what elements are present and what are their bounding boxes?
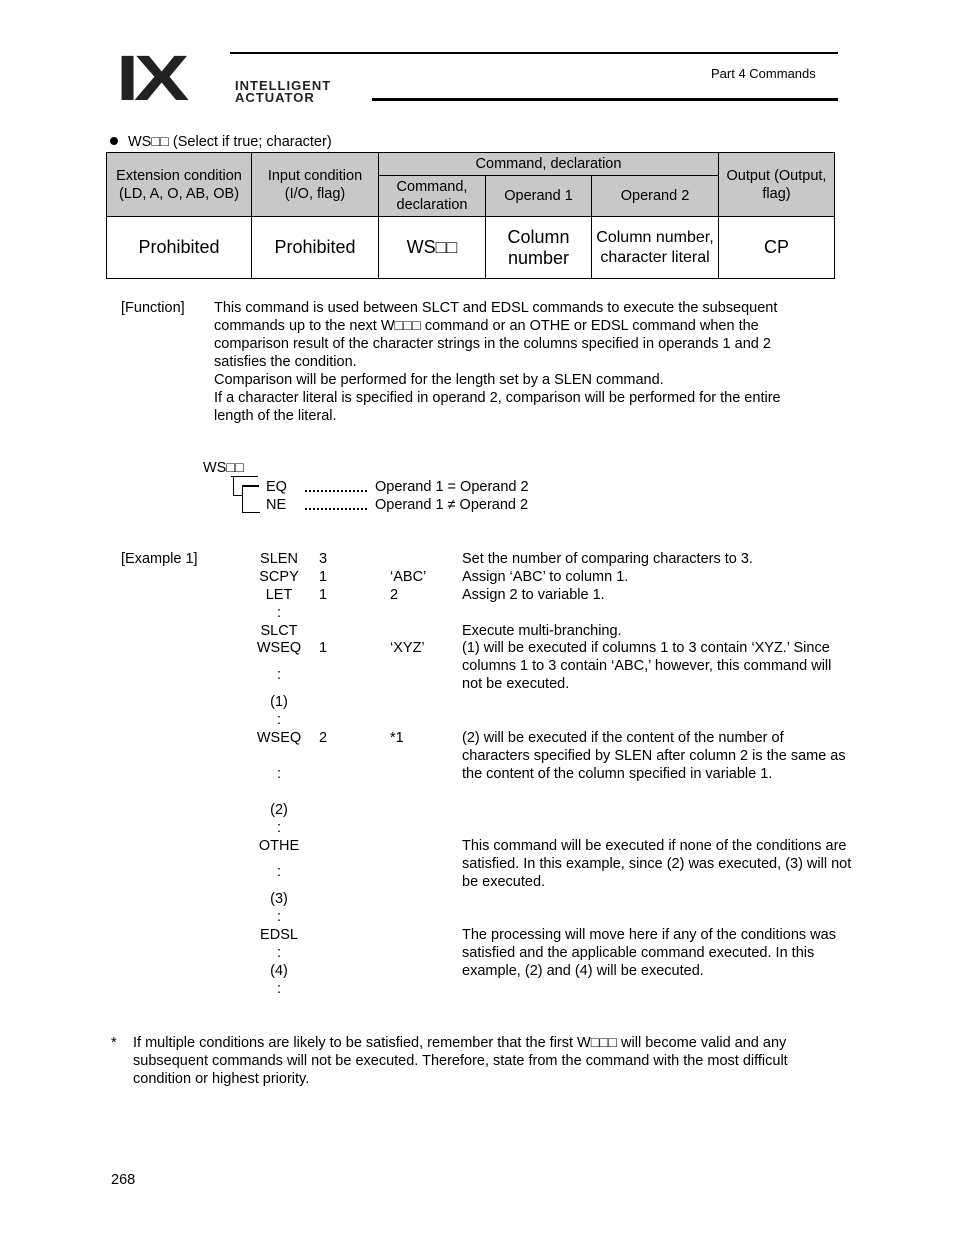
example-command: :: [276, 667, 282, 683]
example-command: (4): [270, 963, 288, 979]
header-rule-top: [230, 52, 838, 54]
diagram-root: WS□□: [203, 460, 244, 476]
example-description: Assign 2 to variable 1.: [462, 587, 605, 603]
example-operand1: 1: [319, 569, 328, 585]
function-label: [Function]: [121, 300, 185, 316]
header-operand1: Operand 1: [486, 176, 592, 217]
example-label: [Example 1]: [121, 551, 198, 567]
note-text: If multiple conditions are likely to be satisfied, remember that the first W□□□ will become valid and any subsequent commands will not be executed. Therefore, state from the command with the most difficult condition or highest priority.: [133, 1035, 788, 1087]
header-command: Command, declaration: [379, 176, 486, 217]
example-command: LET: [265, 587, 293, 603]
header-rule-bottom: [372, 98, 838, 101]
example-command: SCPY: [259, 569, 299, 585]
branch-code: NE: [266, 497, 287, 513]
example-description: (2) will be executed if the content of the number of characters specified by SLEN after column 2 is the same as the content of the column specified in variable 1.: [462, 730, 846, 782]
branch-meaning: Operand 1 ≠ Operand 2: [375, 497, 529, 513]
cell-command: WS□□: [379, 217, 486, 279]
example-command: :: [276, 981, 282, 997]
example-operand2: ‘XYZ’: [390, 640, 425, 656]
example-command: OTHE: [258, 838, 300, 854]
example-description: This command will be executed if none of the conditions are satisfied. In this example, since (2) was executed, (3) will not be executed.: [462, 838, 852, 890]
diagram-branch-line: [242, 485, 259, 487]
spec-table: [106, 152, 835, 279]
example-operand2: *1: [390, 730, 404, 746]
example-description: The processing will move here if any of the conditions was satisfied and the applicable command executed. In this example, (2) and (4) will be executed.: [462, 927, 836, 979]
example-command: (2): [270, 802, 288, 818]
header-extension: Extension condition (LD, A, O, AB, OB): [107, 153, 252, 217]
header-input: Input condition (I/O, flag): [252, 153, 379, 217]
example-command: :: [276, 820, 282, 836]
header-output: Output (Output, flag): [719, 153, 835, 217]
header-command-group: Command, declaration: [379, 153, 719, 176]
example-command: EDSL: [260, 927, 298, 943]
cell-extension: Prohibited: [107, 217, 252, 279]
branch-meaning: Operand 1 = Operand 2: [375, 479, 529, 495]
example-command: :: [276, 945, 282, 961]
example-command: WSEQ: [256, 730, 302, 746]
bullet-icon: [110, 137, 118, 145]
branch-code: EQ: [266, 479, 287, 495]
cell-operand2: Column number, character literal: [592, 217, 719, 279]
example-command: WSEQ: [256, 640, 302, 656]
example-operand2: 2: [390, 587, 399, 603]
logo-line1: INTELLIGENT: [235, 78, 332, 93]
function-text: This command is used between SLCT and EDSL commands to execute the subsequent commands up to the next W□□□ command or an OTHE or EDSL command when the comparison result of the character strings in the columns specified in operands 1 and 2 satisfies the condition. Comparison will be performed for the length set by a SLEN command. If a character literal is specified in operand 2, comparison will be performed for the entire length of the literal.: [214, 300, 781, 424]
example-command: :: [276, 712, 282, 728]
cell-operand1: Column number: [486, 217, 592, 279]
example-description: Set the number of comparing characters to 3.: [462, 551, 753, 567]
example-command: :: [276, 605, 282, 621]
example-command: :: [276, 766, 282, 782]
leader-dots: [305, 490, 367, 492]
example-command: (1): [270, 694, 288, 710]
cell-input: Prohibited: [252, 217, 379, 279]
command-heading: WS□□ (Select if true; character): [110, 134, 332, 150]
leader-dots: [305, 508, 367, 510]
example-command: :: [276, 864, 282, 880]
example-description: (1) will be executed if columns 1 to 3 contain ‘XYZ.’ Since columns 1 to 3 contain ‘ABC,’ however, this command will not be executed.: [462, 640, 832, 692]
diagram-branch-line: [242, 485, 260, 513]
logo-mark: IX: [116, 42, 185, 114]
example-description: Assign ‘ABC’ to column 1.: [462, 569, 629, 585]
example-operand2: ‘ABC’: [390, 569, 427, 585]
example-operand1: 3: [319, 551, 328, 567]
example-command: :: [276, 909, 282, 925]
page-number: 268: [111, 1172, 136, 1188]
example-operand1: 1: [319, 640, 328, 656]
logo-line2: ACTUATOR: [235, 90, 315, 105]
example-command: (3): [270, 891, 288, 907]
example-description: Execute multi-branching.: [462, 623, 622, 639]
example-operand1: 2: [319, 730, 328, 746]
example-command: SLEN: [260, 551, 298, 567]
cell-output: CP: [719, 217, 835, 279]
example-operand1: 1: [319, 587, 328, 603]
note-mark: *: [111, 1035, 117, 1051]
section-title: Part 4 Commands: [711, 66, 816, 81]
header-operand2: Operand 2: [592, 176, 719, 217]
diagram-branch-line: [233, 477, 242, 496]
example-command: SLCT: [260, 623, 298, 639]
